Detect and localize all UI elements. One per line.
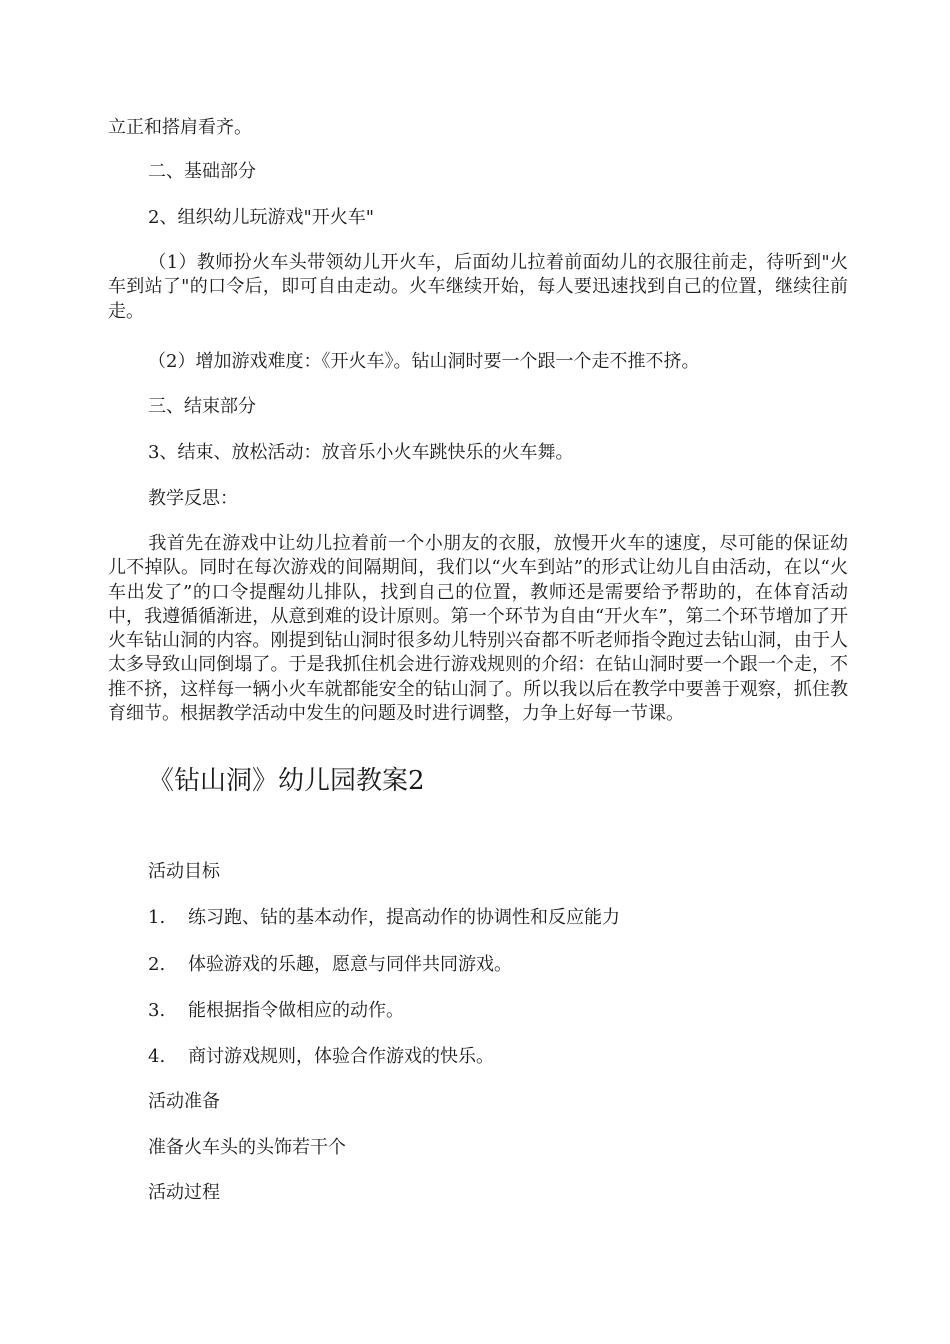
page-title: 《钻山洞》幼儿园教案2 — [148, 766, 425, 796]
list-item: 2. 体验游戏的乐趣，愿意与同伴共同游戏。 — [148, 954, 512, 975]
section-heading-basic: 二、基础部分 — [148, 161, 256, 182]
list-item: 1. 练习跑、钻的基本动作，提高动作的协调性和反应能力 — [148, 907, 620, 928]
section-heading-ending: 三、结束部分 — [148, 396, 256, 417]
list-item: 3. 能根据指令做相应的动作。 — [148, 1000, 404, 1021]
paragraph-step-2: （2）增加游戏难度：《开火车》。钻山洞时要一个跟一个走不推不挤。 — [148, 351, 700, 372]
goals-heading: 活动目标 — [148, 861, 220, 882]
paragraph-line: 立正和搭肩看齐。 — [108, 117, 252, 138]
prep-text: 准备火车头的头饰若干个 — [148, 1137, 346, 1158]
paragraph-step-1: （1）教师扮火车头带领幼儿开火车，后面幼儿拉着前面幼儿的衣服往前走，待听到"火车到站了"的口令后，即可自由走动。火车继续开始，每人要迅速找到自己的位置，继续往前走。 — [108, 252, 848, 322]
paragraph-line: 2、组织幼儿玩游戏"开火车" — [148, 207, 375, 228]
process-heading: 活动过程 — [148, 1182, 220, 1203]
paragraph-line: 3、结束、放松活动：放音乐小火车跳快乐的火车舞。 — [148, 442, 574, 463]
reflection-paragraph: 我首先在游戏中让幼儿拉着前一个小朋友的衣服，放慢开火车的速度，尽可能的保证幼儿不掉队。同时在每次游戏的间隔期间，我们以“火车到站”的形式让幼儿自由活动，在以“火车出发了”的口令提醒幼儿排队，找到自己的位置，教师还是需要给予帮助的，在体育活动中，我遵循循渐进，从意到难的设计原则。第一个环节为自由“开火车”，第二个环节增加了开火车钻山洞的内容。刚提到钻山洞时很多幼儿特别兴奋都不听老师指令跑过去钻山洞，由于人太多导致山同倒塌了。于是我抓住机会进行游戏规则的介绍：在钻山洞时要一个跟一个走，不推不挤，这样每一辆小火车就都能安全的钻山洞了。所以我以后在教学中要善于观察，抓住教育细节。根据教学活动中发生的问题及时进行调整，力争上好每一节课。 — [108, 533, 848, 725]
reflection-heading: 教学反思： — [148, 488, 238, 509]
prep-heading: 活动准备 — [148, 1091, 220, 1112]
list-item: 4. 商讨游戏规则，体验合作游戏的快乐。 — [148, 1046, 494, 1067]
